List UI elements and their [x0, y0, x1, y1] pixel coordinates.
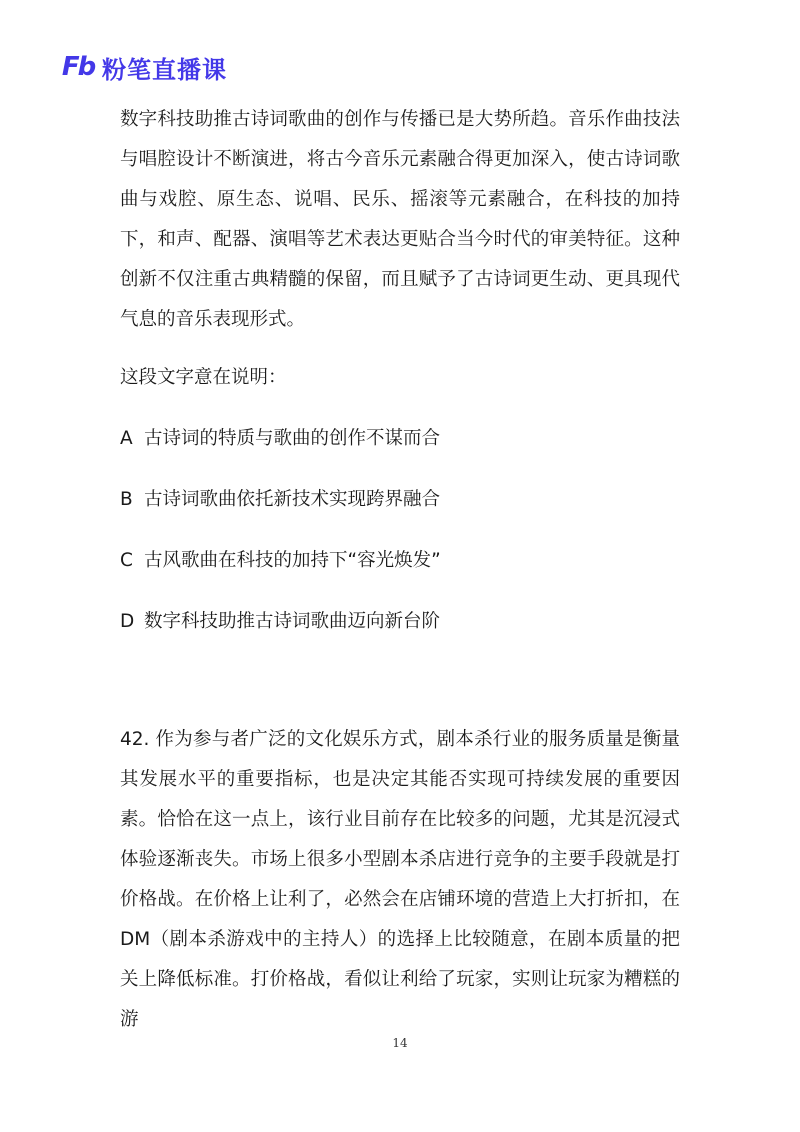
option-b — [120, 480, 680, 520]
option-text: 古诗词的特质与歌曲的创作不谋而合 — [144, 428, 441, 449]
option-text: 古风歌曲在科技的加持下“容光焕发” — [144, 550, 441, 571]
page-number: 14 — [392, 1036, 408, 1050]
question-42-paragraph: 42. 作为参与者广泛的文化娱乐方式，剧本杀行业的服务质量是衡量其发展水平的重要指标，也是决定其能否实现可持续发展的重要因素。恰恰在这一点上，该行业目前存在比较多的问题，尤其是沉浸式体验逐渐丧失。市场上很多小型剧本杀店进行竞争的主要手段就是打价格战。在价格上让利了，必然会在店铺环境的营造上大打折扣，在DM（剧本杀游戏中的主持人）的选择上比较随意，在剧本质量的把关上降低标准。打价格战，看似让利给了玩家，实则让玩家为糟糕的游 — [120, 729, 680, 1030]
document-body — [120, 100, 680, 1040]
option-letter: D — [120, 611, 135, 632]
option-c — [120, 541, 680, 581]
option-d — [120, 602, 680, 642]
brand-logo-icon: Fb — [61, 52, 95, 82]
option-a — [120, 419, 680, 459]
brand-name: 粉笔直播课 — [102, 55, 227, 84]
header — [58, 50, 227, 84]
passage-paragraph: 数字科技助推古诗词歌曲的创作与传播已是大势所趋。音乐作曲技法与唱腔设计不断演进，将古今音乐元素融合得更加深入，使古诗词歌曲与戏腔、原生态、说唱、民乐、摇滚等元素融合，在科技的加持下，和声、配器、演唱等艺术表达更贴合当今时代的审美特征。这种创新不仅注重古典精髓的保留，而且赋予了古诗词更生动、更具现代气息的音乐表现形式。 — [120, 109, 680, 330]
option-letter: C — [120, 550, 133, 571]
option-text: 数字科技助推古诗词歌曲迈向新台阶 — [144, 611, 441, 632]
option-letter: A — [120, 428, 133, 449]
option-text: 古诗词歌曲依托新技术实现跨界融合 — [144, 489, 441, 510]
question-stem: 这段文字意在说明： — [120, 367, 287, 388]
option-letter: B — [120, 489, 133, 510]
